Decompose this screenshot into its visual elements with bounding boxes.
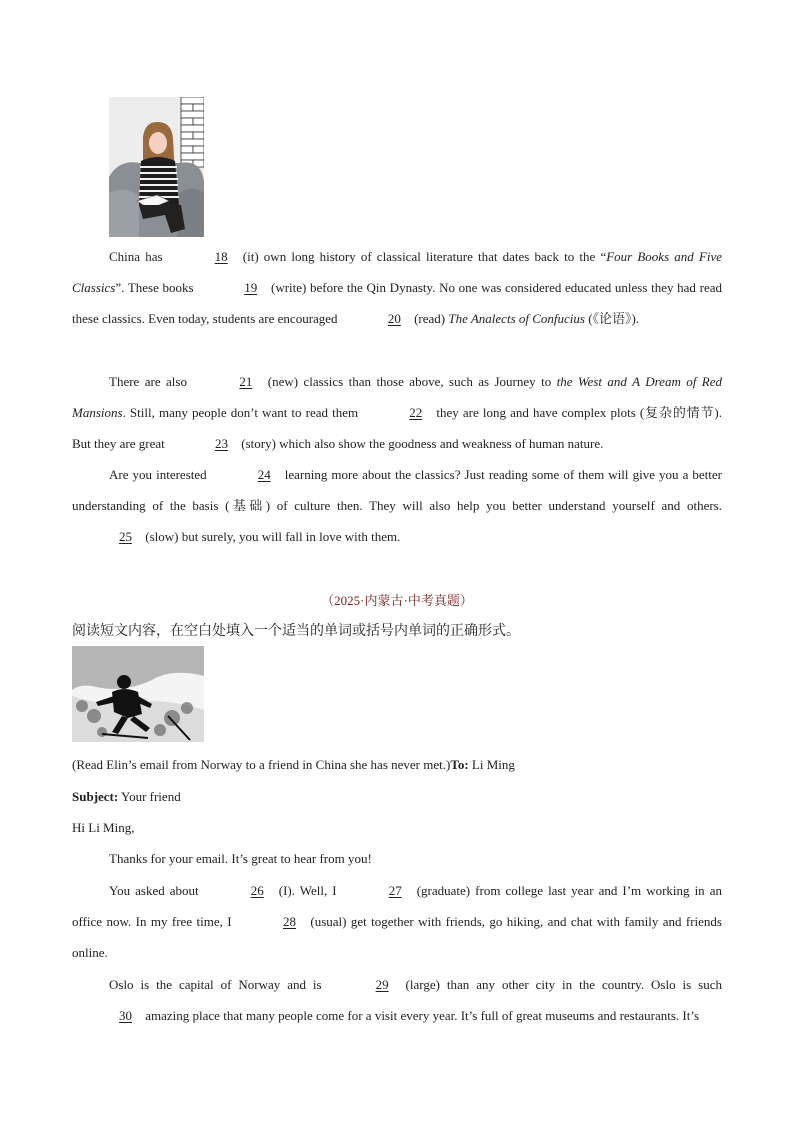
text-run: (story) which also show the goodness and weakness of human nature. (238, 436, 604, 451)
blank-18[interactable]: 18 (214, 249, 228, 264)
subject-value: Your friend (118, 789, 181, 804)
email-subject-line (72, 789, 181, 805)
text-run: (usual) get together with friends, go hiking, and chat with family and friends online. (72, 914, 722, 960)
blank-23[interactable]: 23 (215, 436, 229, 451)
blank-29[interactable]: 29 (375, 977, 389, 992)
italic-title: The Analects of Confucius (448, 311, 585, 326)
text-run: learning more about the classics? Just reading some of them will give you a better understanding of the basis (基础) of culture then. They will also help you better understand yourself and others. (72, 467, 722, 513)
text-run: (I). Well, I (273, 883, 342, 898)
passage-paragraph-1 (72, 241, 722, 334)
blank-21[interactable]: 21 (239, 374, 253, 389)
text-run: China has (109, 249, 168, 264)
blank-26[interactable]: 26 (250, 883, 264, 898)
skier-photo (72, 646, 204, 742)
email-intro: (Read Elin’s email from Norway to a friend in China she has never met.) (72, 757, 451, 772)
blank-25[interactable]: 25 (119, 529, 132, 544)
subject-label: Subject: (72, 789, 119, 804)
email-intro-line (72, 757, 515, 773)
blank-22[interactable]: 22 (409, 405, 423, 420)
blank-24[interactable]: 24 (257, 467, 271, 482)
text-run: Are you interested (109, 467, 211, 482)
email-paragraph-2 (72, 875, 722, 968)
blank-27[interactable]: 27 (388, 883, 402, 898)
blank-20[interactable]: 20 (387, 311, 401, 326)
text-run: (write) before the Qin Dynasty. No one was considered educated unless they had read these classics. Even today, students are encouraged (72, 280, 722, 326)
to-value: Li Ming (468, 757, 515, 772)
instruction-text: 阅读短文内容，在空白处填入一个适当的单词或括号内单词的正确形式。 (72, 623, 520, 639)
email-paragraph-1: Thanks for your email. It’s great to hear from you! (109, 851, 372, 866)
email-paragraph-3 (72, 969, 722, 1031)
text-run: You asked about (109, 883, 204, 898)
text-run: There are also (109, 374, 193, 389)
text-run: . Still, many people don’t want to read them (122, 405, 363, 420)
passage-paragraph-2 (72, 366, 722, 459)
italic-title: the West and A Dream of Red Mansions (72, 374, 722, 420)
blank-19[interactable]: 19 (244, 280, 258, 295)
exam-source-label: （2025·内蒙古·中考真题） (321, 593, 473, 608)
to-label: To: (450, 757, 469, 772)
girl-reading-photo (109, 97, 204, 237)
text-run: amazing place that many people come for a visit every year. It’s full of great museums and restaurants. It’s (142, 1008, 700, 1023)
text-run: ”. These books (115, 280, 198, 295)
text-run: (new) classics than those above, such as Journey to (262, 374, 557, 389)
text-run: Oslo is the capital of Norway and is (109, 977, 329, 992)
blank-28[interactable]: 28 (282, 914, 296, 929)
text-run: (slow) but surely, you will fall in love with them. (142, 529, 401, 544)
text-run: they are long and have complex plots (复杂的情节). But they are great (72, 405, 722, 451)
email-greeting: Hi Li Ming, (72, 820, 135, 835)
text-run: (it) own long history of classical literature that dates back to the “ (237, 249, 607, 264)
text-run: (graduate) from college last year and I’m working in an office now. In my free time, I (72, 883, 722, 929)
text-run: (read) (410, 311, 449, 326)
blank-30[interactable]: 30 (119, 1008, 132, 1023)
text-run: (《论语》). (584, 311, 640, 326)
passage-paragraph-3 (72, 459, 722, 552)
italic-title: Four Books and Five Classics (72, 249, 722, 295)
text-run: (large) than any other city in the country. Oslo is such (398, 977, 723, 992)
